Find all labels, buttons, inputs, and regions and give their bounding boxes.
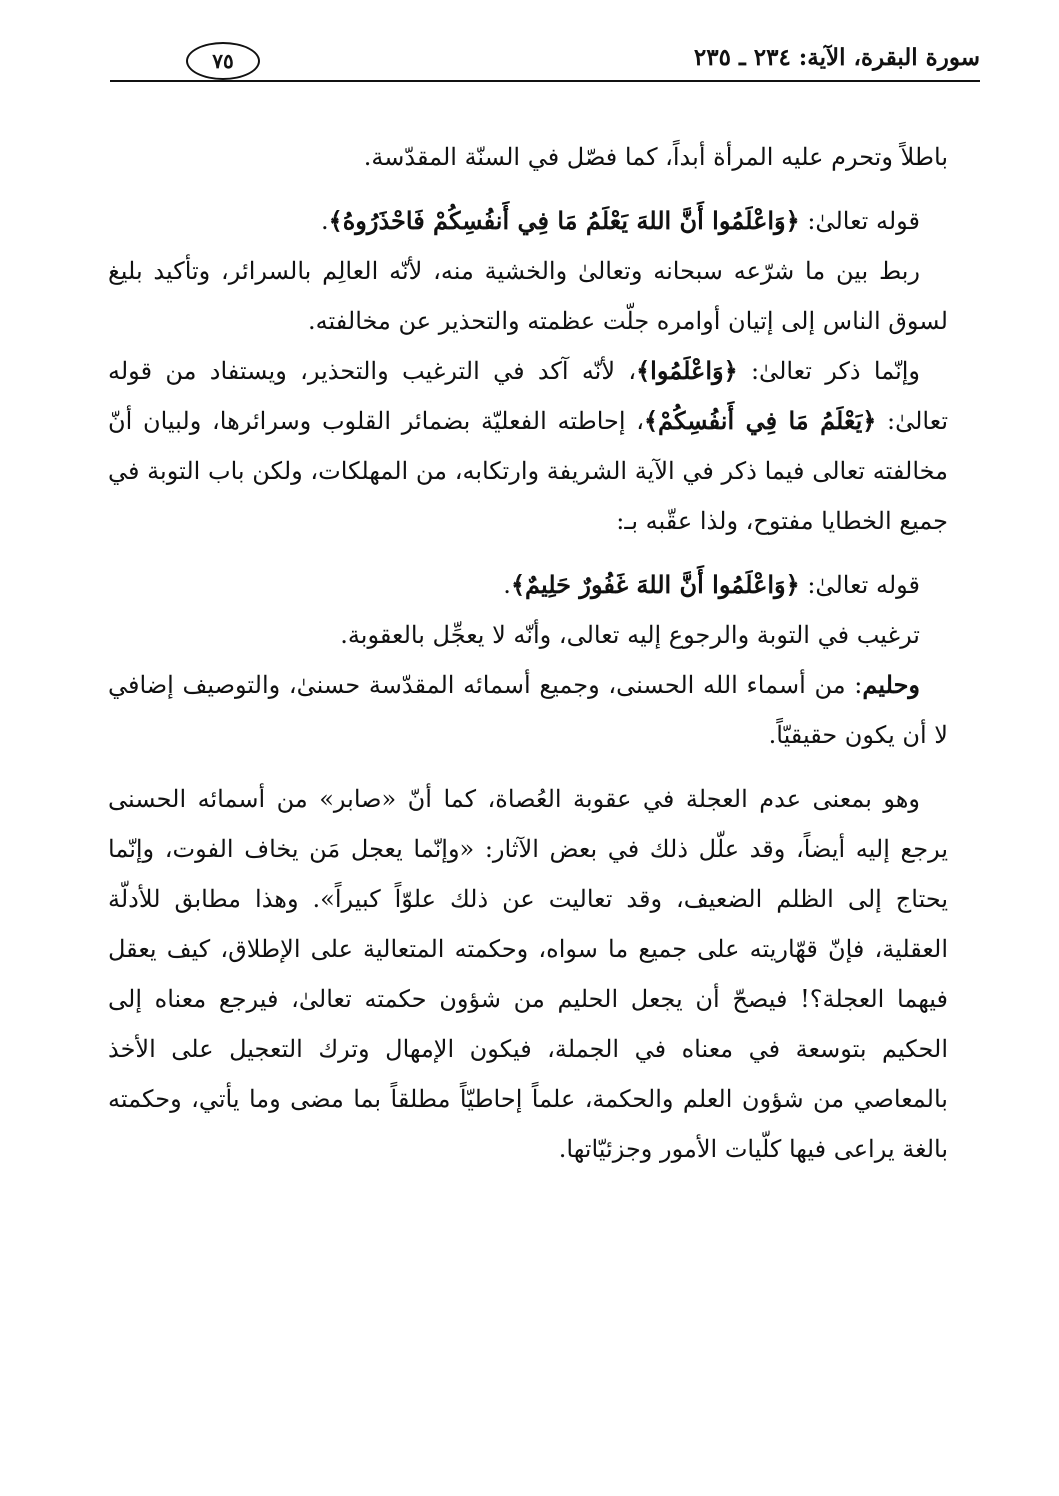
paragraph-2-end: . (320, 207, 329, 235)
page-body (108, 132, 948, 1174)
running-title: سورة البقرة، الآية: ٢٣٤ ـ ٢٣٥ (693, 44, 980, 71)
paragraph-7-rest: : من أسماء الله الحسنى، وجميع أسمائه المقدّسة حسنىٰ، والتوصيف إضافي لا أن يكون حقيقيّاً. (108, 671, 948, 749)
paragraph-5-intro: قوله تعالىٰ: (799, 571, 920, 599)
paragraph-4-part-c: ، إحاطته الفعليّة بضمائر القلوب وسرائرها، ولبيان أنّ مخالفته تعالى فيما ذكر في الآية الشريفة وارتكابه، من المهلكات، ولكن باب التوبة في جميع الخطايا مفتوح، ولذا عقّبه بـ: (108, 407, 948, 535)
paragraph-6: ترغيب في التوبة والرجوع إليه تعالى، وأنّه لا يعجِّل بالعقوبة. (340, 621, 920, 649)
paragraph-3: ربط بين ما شرّعه سبحانه وتعالىٰ والخشية منه، لأنّه العالِم بالسرائر، وتأكيد بليغ لسوق الناس إلى إتيان أوامره جلّت عظمته والتحذير عن مخالفته. (108, 257, 948, 335)
paragraph-1: باطلاً وتحرم عليه المرأة أبداً، كما فصّل في السنّة المقدّسة. (363, 143, 948, 171)
paragraph-4 (108, 346, 948, 546)
header-rule (110, 80, 980, 82)
paragraph-2 (108, 196, 948, 246)
page-number: ٧٥ (186, 42, 260, 80)
paragraph-4-part-b: ، لأنّه آكد في الترغيب والتحذير، ويستفاد من قوله تعالىٰ: (108, 357, 949, 435)
paragraph-7 (108, 660, 948, 760)
paragraph-5 (108, 560, 948, 610)
paragraph-8: وهو بمعنى عدم العجلة في عقوبة العُصاة، كما أنّ «صابر» من أسمائه الحسنى يرجع إليه أيضاً، وقد علّل ذلك في بعض الآثار: «وإنّما يعجل مَن يخاف الفوت، وإنّما يحتاج إلى الظلم الضعيف، وقد تعاليت عن ذلك علوّاً كبيراً». وهذا مطابق للأدلّة العقلية، فإنّ قهّاريته على جميع ما سواه، وحكمته المتعالية على الإطلاق، كيف يعقل فيهما العجلة؟! فيصحّ أن يجعل الحليم من شؤون حكمته تعالىٰ، فيرجع معناه إلى الحكيم بتوسعة في معناه في الجملة، فيكون الإمهال وترك التعجيل على الأخذ بالمعاصي من شؤون العلم والحكمة، علماً إحاطيّاً مطلقاً بما مضى وما يأتي، وحكمته بالغة يراعى فيها كلّيات الأمور وجزئيّاتها. (108, 785, 948, 1163)
quran-verse-4: ﴿وَاعْلَمُوا أَنَّ اللهَ غَفُورٌ حَلِيمٌ﴾ (510, 570, 800, 599)
quran-verse-3: ﴿يَعْلَمُ مَا فِي أَنفُسِكُمْ﴾ (643, 406, 877, 435)
paragraph-5-end: . (503, 571, 511, 599)
paragraph-2-intro: قوله تعالىٰ: (799, 207, 920, 235)
page-header (110, 38, 980, 84)
quran-verse-1: ﴿وَاعْلَمُوا أَنَّ اللهَ يَعْلَمُ مَا فِي أَنفُسِكُمْ فَاحْذَرُوهُ﴾ (328, 206, 800, 235)
term-halim: وحليم (862, 670, 920, 699)
paragraph-4-part-a: وإنّما ذكر تعالىٰ: (737, 357, 921, 385)
quran-verse-2: ﴿وَاعْلَمُوا﴾ (636, 356, 738, 385)
